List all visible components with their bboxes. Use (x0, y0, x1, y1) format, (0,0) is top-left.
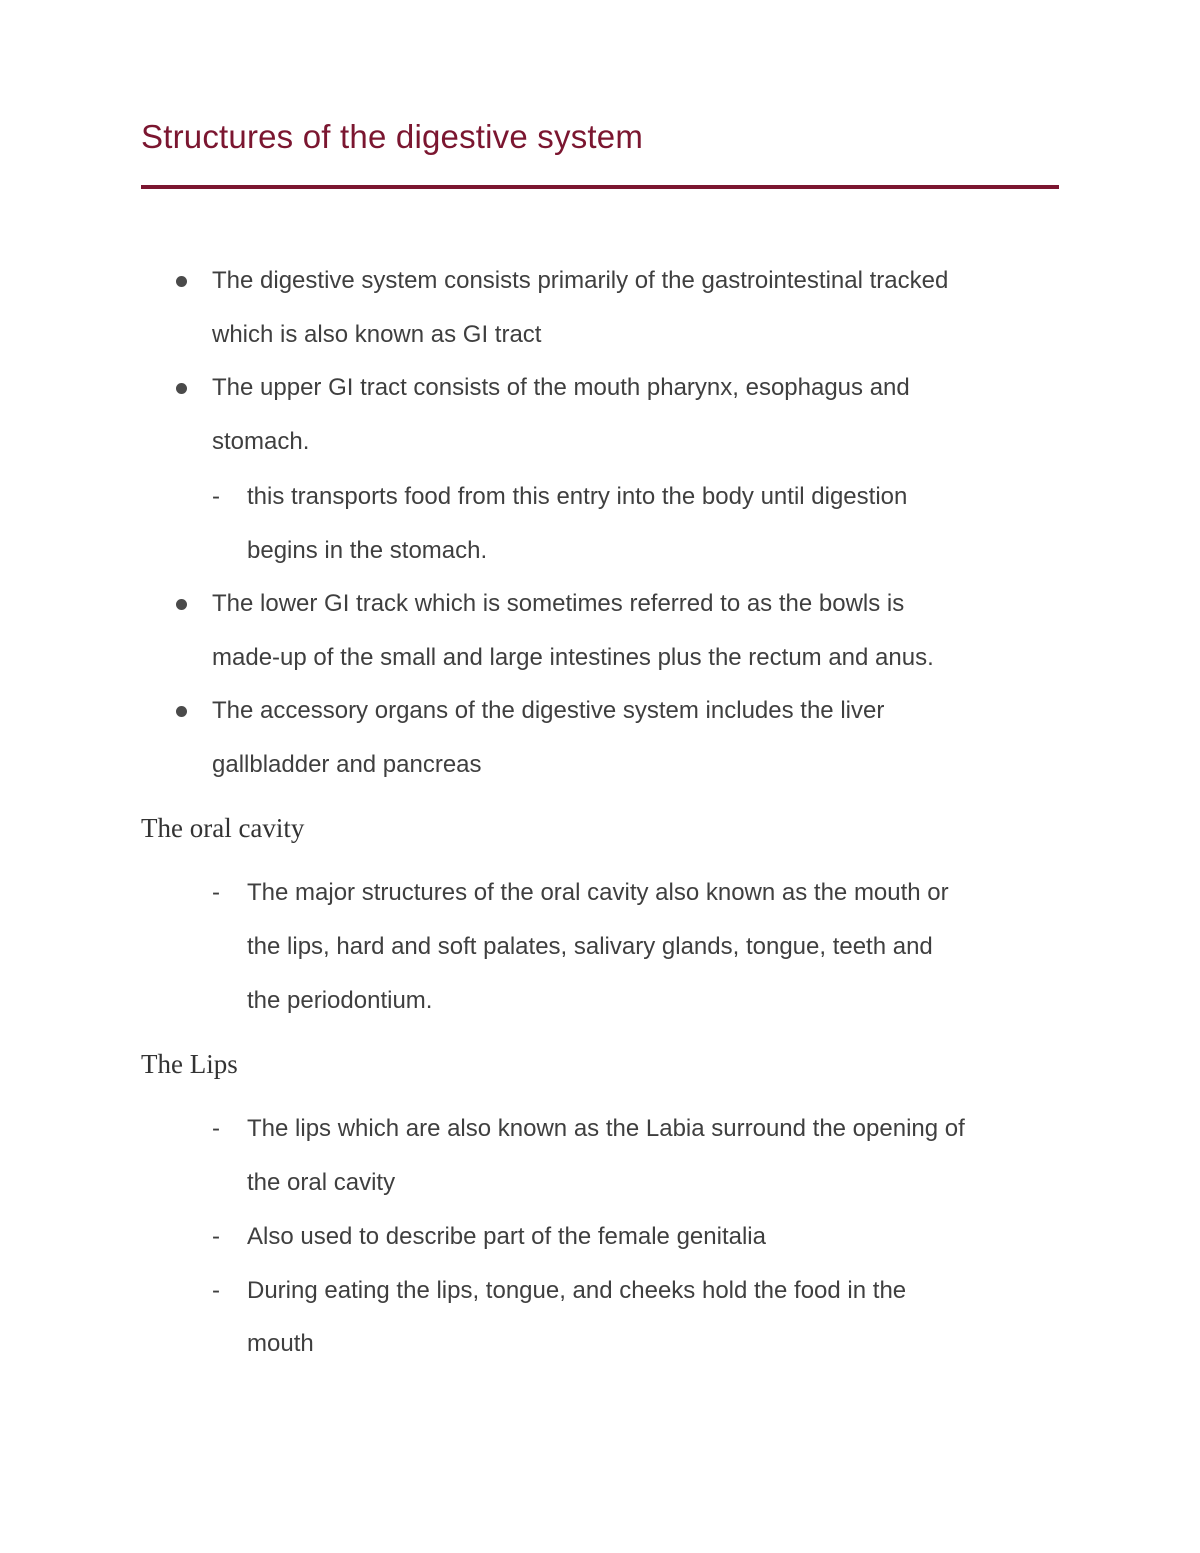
oral-cavity-item-1-line-3: the periodontium. (247, 987, 433, 1014)
bullet-2-line-2: stomach. (212, 428, 310, 455)
bullet-icon (176, 383, 187, 394)
lips-item-2-line-1: Also used to describe part of the female genitalia (247, 1223, 766, 1250)
oral-cavity-item-1-line-2: the lips, hard and soft palates, salivary glands, tongue, teeth and (247, 933, 933, 960)
bullet-1-line-1: The digestive system consists primarily of the gastrointestinal tracked (212, 267, 949, 294)
lips-item-3-line-1: During eating the lips, tongue, and cheeks hold the food in the (247, 1277, 907, 1304)
lips-item-1-line-2: the oral cavity (247, 1169, 396, 1196)
bullet-icon (176, 276, 187, 287)
dash-marker: - (212, 879, 220, 906)
bullet-4-line-1: The accessory organs of the digestive system includes the liver (212, 697, 885, 724)
dash-marker: - (212, 483, 220, 510)
oral-cavity-item-1-line-1: The major structures of the oral cavity also known as the mouth or (247, 879, 949, 906)
document-title: Structures of the digestive system (141, 118, 644, 155)
dash-marker: - (212, 1223, 220, 1250)
lips-item-3-line-2: mouth (247, 1330, 314, 1357)
title-underline (141, 185, 1059, 189)
bullet-2-line-1: The upper GI tract consists of the mouth pharynx, esophagus and (212, 374, 910, 401)
section-heading-oral-cavity: The oral cavity (141, 813, 305, 843)
bullet-icon (176, 706, 187, 717)
section-heading-lips: The Lips (141, 1049, 238, 1079)
bullet-2-sub-line-2: begins in the stomach. (247, 537, 488, 564)
bullet-4-line-2: gallbladder and pancreas (212, 751, 482, 778)
bullet-3-line-1: The lower GI track which is sometimes referred to as the bowls is (212, 590, 905, 617)
bullet-icon (176, 599, 187, 610)
bullet-1-line-2: which is also known as GI tract (212, 321, 542, 348)
lips-item-1-line-1: The lips which are also known as the Labia surround the opening of (247, 1115, 965, 1142)
bullet-2-sub-line-1: this transports food from this entry into the body until digestion (247, 483, 908, 510)
bullet-3-line-2: made-up of the small and large intestines plus the rectum and anus. (212, 644, 934, 671)
dash-marker: - (212, 1115, 220, 1142)
dash-marker: - (212, 1277, 220, 1304)
